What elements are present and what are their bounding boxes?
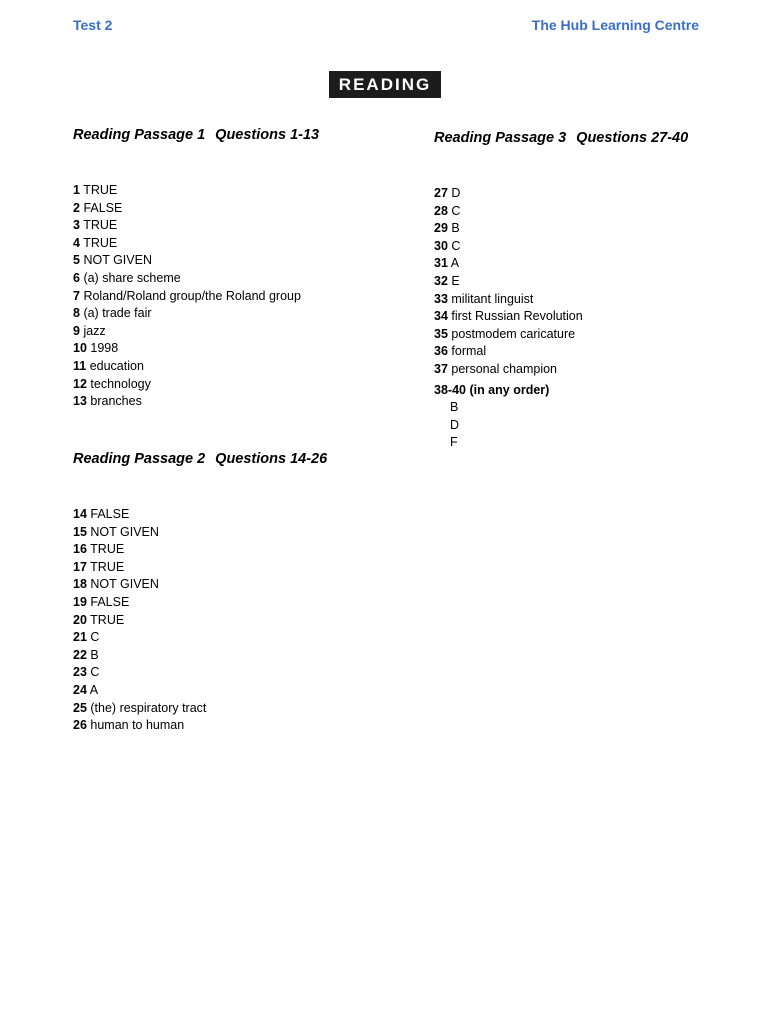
answer-row [73,664,206,682]
answer-number: 20 [73,612,87,627]
answer-number: 32 [434,273,448,288]
answer-row [434,203,583,221]
answer-text: (a) share scheme [83,270,181,285]
answer-number: 19 [73,594,87,609]
answer-row [73,629,206,647]
answer-text: FALSE [90,507,130,521]
answer-number: 29 [434,221,448,236]
passage3-questions-range: Questions 27-40 [576,130,689,146]
answer-row [73,323,301,341]
answer-number: 27 [434,186,448,200]
answer-row [73,252,301,270]
any-order-item: F [450,435,458,450]
answer-text: 1998 [90,341,119,356]
answer-number: 18 [73,577,87,592]
answer-row [73,700,206,718]
answer-row [73,376,301,394]
answer-text: formal [451,344,487,359]
answer-number: 36 [434,344,448,359]
answer-text: postmodem caricature [451,326,576,341]
answer-row [73,393,301,411]
answer-row [434,343,583,361]
answer-row [73,524,206,542]
answer-row [434,185,583,203]
answer-number: 15 [73,524,87,539]
passage1-title-label: Reading Passage 1 [73,127,206,143]
answer-number: 21 [73,630,87,645]
answer-number: 12 [73,376,87,391]
answer-text: D [451,186,461,200]
section-banner: READING [329,71,441,98]
answer-row [73,288,301,306]
answer-text: E [451,273,460,288]
answer-text: NOT GIVEN [90,524,159,539]
answer-text: C [90,665,100,680]
passage3-title-label: Reading Passage 3 [434,130,567,146]
passage2-questions-range: Questions 14-26 [215,451,328,467]
answer-number: 9 [73,323,80,338]
answer-number: 10 [73,341,87,356]
answer-number: 33 [434,291,448,306]
answer-number: 8 [73,306,80,321]
any-order-item: B [450,400,459,415]
answer-text: TRUE [83,183,118,197]
answer-number: 7 [73,288,80,303]
answer-number: 37 [434,361,448,376]
answer-row [73,358,301,376]
answer-number: 23 [73,665,87,680]
answer-row [73,647,206,665]
answer-text: branches [90,394,142,409]
answer-row [73,305,301,323]
answer-row [73,200,301,218]
answer-row [73,682,206,700]
answer-number: 16 [73,542,87,557]
answer-row [73,559,206,577]
answer-row [73,541,206,559]
answer-number: 17 [73,559,87,574]
answer-text: first Russian Revolution [451,309,583,324]
passage3-answer-list [434,185,583,379]
passage3-answers [434,185,583,452]
answer-text: FALSE [90,594,130,609]
answer-text: technology [90,376,151,391]
answer-number: 2 [73,200,80,215]
answer-row [73,270,301,288]
answer-text: TRUE [83,218,118,233]
answer-text: C [451,238,461,253]
answer-row [434,361,583,379]
answer-row [73,340,301,358]
answer-number: 34 [434,309,448,324]
answer-number: 31 [434,256,448,271]
answer-text: A [450,256,460,271]
answer-text: education [89,358,144,373]
answer-text: (a) trade fair [83,306,152,321]
answer-number: 35 [434,326,448,341]
answer-text: militant linguist [451,291,534,306]
passage1-title [73,127,319,143]
answer-text: personal champion [451,361,558,376]
answer-text: NOT GIVEN [90,577,159,592]
centre-name: The Hub Learning Centre [531,17,699,33]
answer-number: 22 [73,647,87,662]
passage1-questions-range: Questions 1-13 [215,127,320,143]
answer-row [434,255,583,273]
answer-row [434,308,583,326]
answer-row [434,326,583,344]
answer-number: 24 [73,682,87,697]
answer-row [73,576,206,594]
answer-text: A [89,682,99,697]
answer-row [434,238,583,256]
answer-text: TRUE [90,559,125,574]
answer-text: TRUE [90,542,125,557]
any-order-item: D [450,417,460,432]
test-number: Test 2 [73,17,113,33]
answer-row [434,220,583,238]
answer-row [73,235,301,253]
answer-text: C [90,630,100,645]
passage2-answers [73,506,206,735]
answer-text: B [90,647,99,662]
answer-number: 4 [73,235,80,250]
answer-row [73,717,206,735]
answer-row [73,612,206,630]
answer-text: B [451,221,460,236]
passage3-title [434,130,688,146]
passage2-title [73,451,327,467]
answer-text: human to human [90,718,185,733]
passage1-answers [73,182,301,411]
answer-number: 5 [73,253,80,268]
answer-row [73,182,301,200]
passage2-title-label: Reading Passage 2 [73,451,206,467]
answer-number: 6 [73,270,80,285]
answer-row [73,506,206,524]
answer-row [434,291,583,309]
answer-number: 30 [434,238,448,253]
answer-text: TRUE [83,235,118,250]
answer-row [73,217,301,235]
answer-number: 11 [73,358,87,373]
answer-row [73,594,206,612]
answer-text: C [451,203,461,218]
answer-number: 14 [73,507,87,521]
answer-text: TRUE [90,612,125,627]
answer-number: 26 [73,718,87,733]
answer-number: 28 [434,203,448,218]
answer-text: (the) respiratory tract [90,700,207,715]
answer-number: 1 [73,183,80,197]
answer-number: 3 [73,218,80,233]
any-order-label: 38-40 (in any order) [434,382,550,397]
answer-row [434,273,583,291]
answer-number: 13 [73,394,87,409]
answer-text: FALSE [83,200,123,215]
answer-text: Roland/Roland group/the Roland group [83,288,301,303]
answer-text: NOT GIVEN [83,253,152,268]
any-order-list [434,399,583,452]
answer-text: jazz [83,323,106,338]
answer-number: 25 [73,700,87,715]
